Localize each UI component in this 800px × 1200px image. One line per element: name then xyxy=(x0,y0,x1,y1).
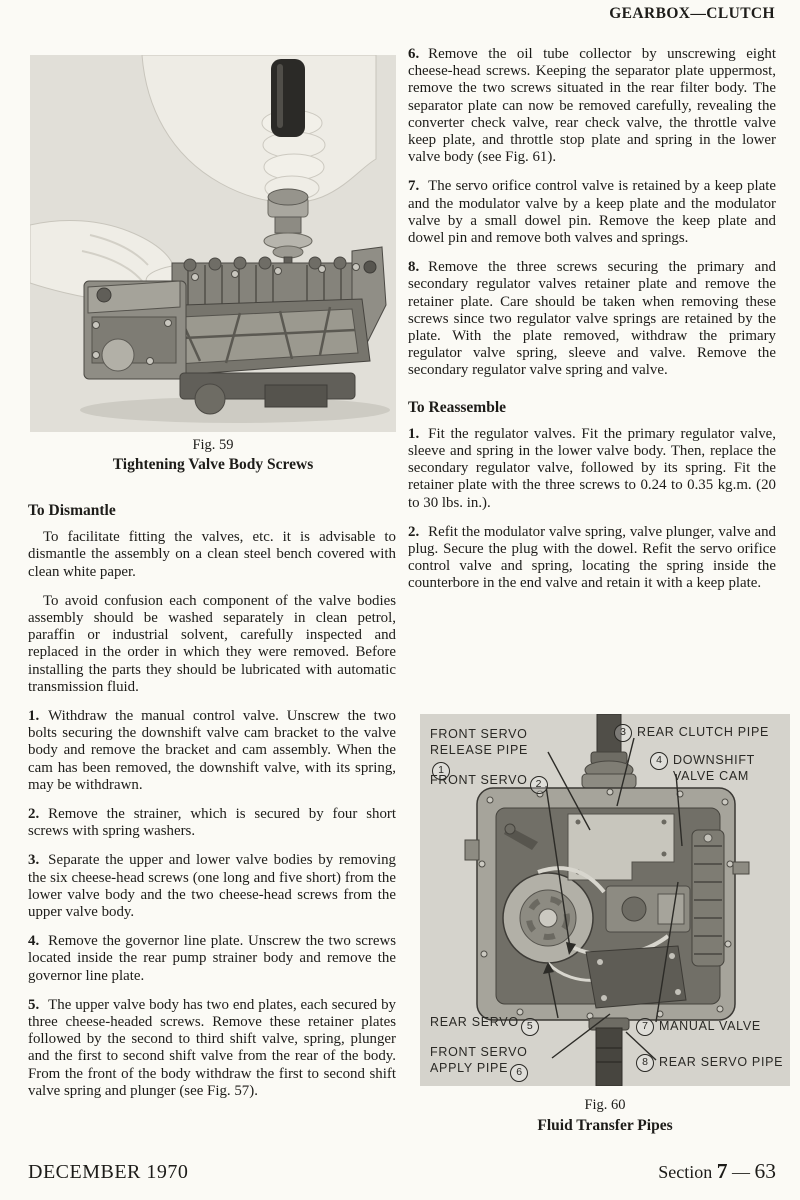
callout-number-2: 2 xyxy=(530,776,548,794)
figure-60-photo xyxy=(420,714,790,1086)
footer-section-label: Section xyxy=(658,1162,713,1182)
step-8: 8. Remove the three screws securing the primary and secondary regulator valves retainer plate and remove the retainer plate. Care should be taken when removing these screws since two regulator valve springs are retained by the plate. With the plate removed, withdraw the primary regulator valve spring, sleeve and valve. Remove the secondary regulator valve spring and valve. xyxy=(408,259,776,379)
step-7: 7. The servo orifice control valve is retained by a keep plate and the modulator valve by a keep plate and the modulator valve by a small dowel pin. Remove the keep plate and dowel pin and remove both valves and springs. xyxy=(408,178,776,247)
footer-section-page xyxy=(658,1159,776,1184)
shadow xyxy=(80,397,390,423)
footer-page-number: 63 xyxy=(754,1159,776,1183)
paragraph: To avoid confusion each component of the valve bodies assembly should be washed separately in clean petrol, paraffin or industrial solvent, carefully inspected and replaced in the order in which they were removed. Before installing the parts they should be lubricated with automatic transmission fluid. xyxy=(28,592,396,695)
callout-number-8: 8 xyxy=(636,1054,654,1072)
fig60-label-front-servo-release-pipe: FRONT SERVO RELEASE PIPE1 xyxy=(430,726,548,780)
footer-section-number: 7 xyxy=(716,1159,728,1183)
reassemble-step-1: 1. Fit the regulator valves. Fit the primary regulator valve, sleeve and spring in the lower valve body. Then, replace the secondary regulator valve, followed by its spring. Fit the retainer plate with the three screws to 0.24 to 0.35 kg.m. (20 to 30 lbs. in.). xyxy=(408,425,776,511)
right-column xyxy=(408,46,776,593)
fig60-label-front-servo-apply-pipe: FRONT SERVO APPLY PIPE 6 xyxy=(430,1044,548,1082)
figure-59-caption: Fig. 59 xyxy=(192,437,234,453)
fig60-label-rear-servo: REAR SERVO 5 xyxy=(430,1014,541,1036)
footer-dash: — xyxy=(732,1162,750,1182)
fig60-label-downshift-valve-cam: 4 DOWNSHIFT VALVE CAM xyxy=(648,752,776,784)
dismantle-heading: To Dismantle xyxy=(28,502,116,519)
step-1: 1. Withdraw the manual control valve. Unscrew the two bolts securing the downshift valve cam bracket to the valve body and remove the bracket and cam assembly. When the cam has been removed, the downshift valve, with its spring, may be withdrawn. xyxy=(28,708,396,793)
paragraph: To facilitate fitting the valves, etc. it is advisable to dismantle the assembly on a clean steel bench covered with clean white paper. xyxy=(28,529,396,580)
footer-date: DECEMBER 1970 xyxy=(28,1161,189,1183)
left-column xyxy=(28,502,396,1100)
step-2: 2. Remove the strainer, which is secured by four short screws with spring washers. xyxy=(28,806,396,840)
callout-number-6: 6 xyxy=(510,1064,528,1082)
callout-number-3: 3 xyxy=(614,724,632,742)
reassemble-heading: To Reassemble xyxy=(408,398,507,416)
callout-number-1: 1 xyxy=(432,762,450,780)
fig60-label-front-servo: FRONT SERVO 2 xyxy=(430,772,550,794)
step-5: 5. The upper valve body has two end plates, each secured by three cheese-headed screws. Remove these retainer plates followed by the second to third shift valve, spring, plunger and the first to second shift valve from the rear of the body. From the front of the body withdraw the first to second shift valve spring and plunger (see Fig. 57). xyxy=(28,996,396,1099)
step-4: 4. Remove the governor line plate. Unscrew the two screws located inside the rear pump strainer body and remove the governor line plate. xyxy=(28,933,396,984)
callout-number-5: 5 xyxy=(521,1018,539,1036)
fig60-label-rear-servo-pipe: 8 REAR SERVO PIPE xyxy=(634,1054,783,1072)
fig60-label-rear-clutch-pipe: 3 REAR CLUTCH PIPE xyxy=(612,724,769,742)
figure-60-caption: Fig. 60 xyxy=(584,1097,626,1113)
callout-number-7: 7 xyxy=(636,1018,654,1036)
fig60-label-manual-valve: 7 MANUAL VALVE xyxy=(634,1018,761,1036)
callout-number-4: 4 xyxy=(650,752,668,770)
step-3: 3. Separate the upper and lower valve bodies by removing the six cheese-head screws (one long and five short) from the lower valve body and the two cheese-head screws from the upper valve body. xyxy=(28,852,396,921)
reassemble-step-2: 2. Refit the modulator valve spring, valve plunger, valve and plug. Secure the plug with the dowel. Refit the servo orifice control valve and spring, locating the spring inside the counterbore in the end valve and retain it with a keep plate. xyxy=(408,523,776,592)
valve-body-top-view xyxy=(465,788,749,1020)
page-header-title: GEARBOX—CLUTCH xyxy=(609,5,775,22)
fig59-illustration xyxy=(30,55,396,432)
figure-59-photo xyxy=(30,55,396,432)
figure-60-title: Fluid Transfer Pipes xyxy=(537,1117,673,1134)
step-6: 6. Remove the oil tube collector by unscrewing eight cheese-head screws. Keeping the separator plate uppermost, remove the two screws situated in the rear filter body. The separator plate can now be removed carefully, revealing the converter check valve, rear check valve, the throttle valve keep plate, and throttle stop plate and spring in the lower valve body (see Fig. 61). xyxy=(408,46,776,166)
figure-59-title: Tightening Valve Body Screws xyxy=(112,456,314,473)
